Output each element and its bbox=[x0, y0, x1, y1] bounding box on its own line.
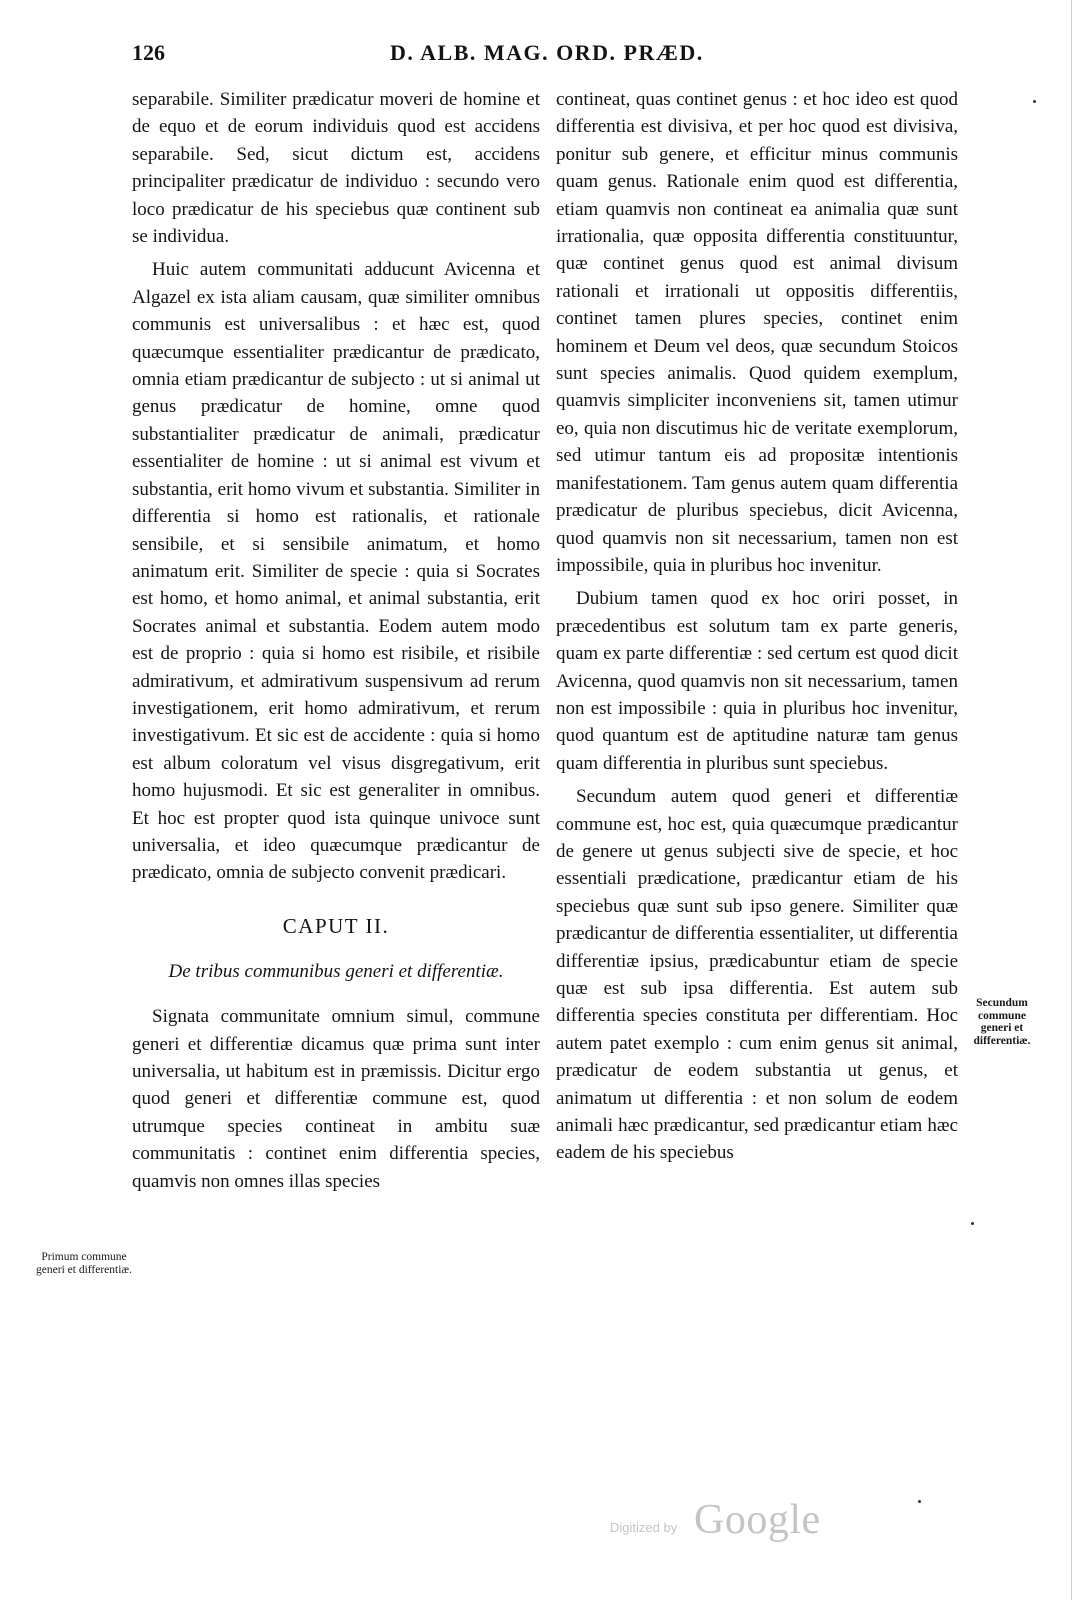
paragraph: separabile. Similiter prædicatur moveri de homine et de equo et de eorum individuis quod est accidens separabile. Sed, sicut dictum est, accidens principaliter prædicatur de individuo : secundo vero loco prædicatur de his speciebus quæ continent sub se individua. bbox=[132, 89, 540, 248]
chapter-heading: CAPUT II. bbox=[282, 913, 390, 938]
speck bbox=[971, 1222, 974, 1225]
paragraph: Signata communitate omnium simul, commune generi et differentiæ dicamus quæ prima sunt inter universalia, ut habitum est in præmissis. Dicitur ergo quod generi et differentiæ commune est, quod utrumque species contineat in ambitu suæ communitatis : continet enim differentia species, quamvis non omnes illas species bbox=[132, 1006, 540, 1192]
margin-note-left: Primum commune generi et differentiæ. bbox=[36, 1251, 132, 1276]
watermark-logo: Google bbox=[694, 1497, 821, 1543]
chapter-title: De tribus communibus generi et differentiæ. bbox=[168, 961, 504, 983]
running-head: D. ALB. MAG. ORD. PRÆD. bbox=[390, 40, 704, 65]
digitization-watermark bbox=[610, 1497, 850, 1550]
speck bbox=[1033, 100, 1036, 103]
page-number: 126 bbox=[132, 40, 165, 65]
paragraph: Secundum autem quod generi et differentiæ commune est, hoc est, quia quæcumque prædicantur de genere ut genus subjecti sive de specie, et hoc essentiali prædicatione, prædicantur etiam de his speciebus quæ sunt sub ipso genere. Similiter quæ prædicantur de differentia essentialiter, ut differentia differentiæ ipsius, prædicabuntur etiam de specie quæ est sub ipsa differentia. Est autem sub differentia species constituta per differentiam. Hoc autem patet exemplo : cum enim genus sit animal, prædicatur de eodem substantia ut genus, et animatum ut differentia : et non solum de eodem animali hæc prædicantur, sed prædicantur etiam hæc eadem de his speciebus bbox=[556, 786, 958, 1164]
left-column bbox=[132, 86, 540, 1195]
paragraph: contineat, quas continet genus : et hoc ideo est quod differentia est divisiva, et per hoc quod est divisiva, ponitur sub genere, et efficitur minus communis quam genus. Rationale enim quod est differentia, etiam quamvis non contineat ea animalia quæ sunt irrationalia, quæ opposita differentia constituuntur, quæ continet genus quod est animal divisum rationali et irrationali ut oppositis differentiis, continet tamen plures species, continet enim hominem et Deum vel deos, quæ secundum Stoicos sunt species animalis. Quod quidem exemplum, quamvis simpliciter inconveniens sit, tamen utimur eo, quia non discutimus hic de veritate exemplorum, sed utimur tantum eis ad propositæ intentionis manifestationem. Tam genus autem quam differentia prædicatur de pluribus speciebus, dicit Avicenna, quod quamvis non sit necessarium, tamen non est impossibile, quia in pluribus hoc invenitur. bbox=[556, 89, 958, 576]
right-column bbox=[556, 86, 958, 1167]
speck bbox=[918, 1500, 921, 1503]
watermark-prefix: Digitized by bbox=[610, 1520, 678, 1535]
paragraph: Dubium tamen quod ex hoc oriri posset, in præcedentibus est solutum tam ex parte generis, quam ex parte differentiæ : sed certum est quod dicit Avicenna, quod quamvis non sit necessarium, tamen non est impossibile : quia in pluribus hoc invenitur, quod quantum est de aptitudine naturæ tam genus quam differentia in pluribus sunt speciebus. bbox=[556, 588, 958, 774]
paragraph: Huic autem communitati adducunt Avicenna et Algazel ex ista aliam causam, quæ similiter omnibus communis est universalibus : et hæc est, quod quæcumque essentialiter prædicantur de prædicato, omnia etiam prædicantur de subjecto : ut si animal ut genus prædicatur de homine, omne quod substantialiter prædicatur de animali, prædicatur essentialiter de homine : ut si animal est vivum et substantia, erit homo vivum et substantia. Similiter in differentia si homo est rationalis, et rationale sensibile, et si sensibile animatum, et homo animatum erit. Similiter de specie : quia si Socrates est homo, et homo animal, et animal substantia, erit Socrates animal et substantia. Eodem autem modo est de proprio : quia si homo est risibile, et risibile admirativum, et admirativum suspensivum ad rerum investigationem, erit homo admirativum, et rerum investigativum. Et sic est de accidente : quia si homo est album coloratum vel visus disgregativum, erit homo hujusmodi. Et sic est generaliter in omnibus. Et hoc est propter quod ista quinque univoce sunt universalia, et ideo quæcumque prædicantur de prædicato, omnia de subjecto convenit prædicari. bbox=[132, 259, 540, 884]
margin-note-right: Secundum commune generi et differentiæ. bbox=[973, 997, 1031, 1047]
page-edge-line bbox=[1071, 0, 1072, 1600]
page-header bbox=[132, 40, 962, 80]
